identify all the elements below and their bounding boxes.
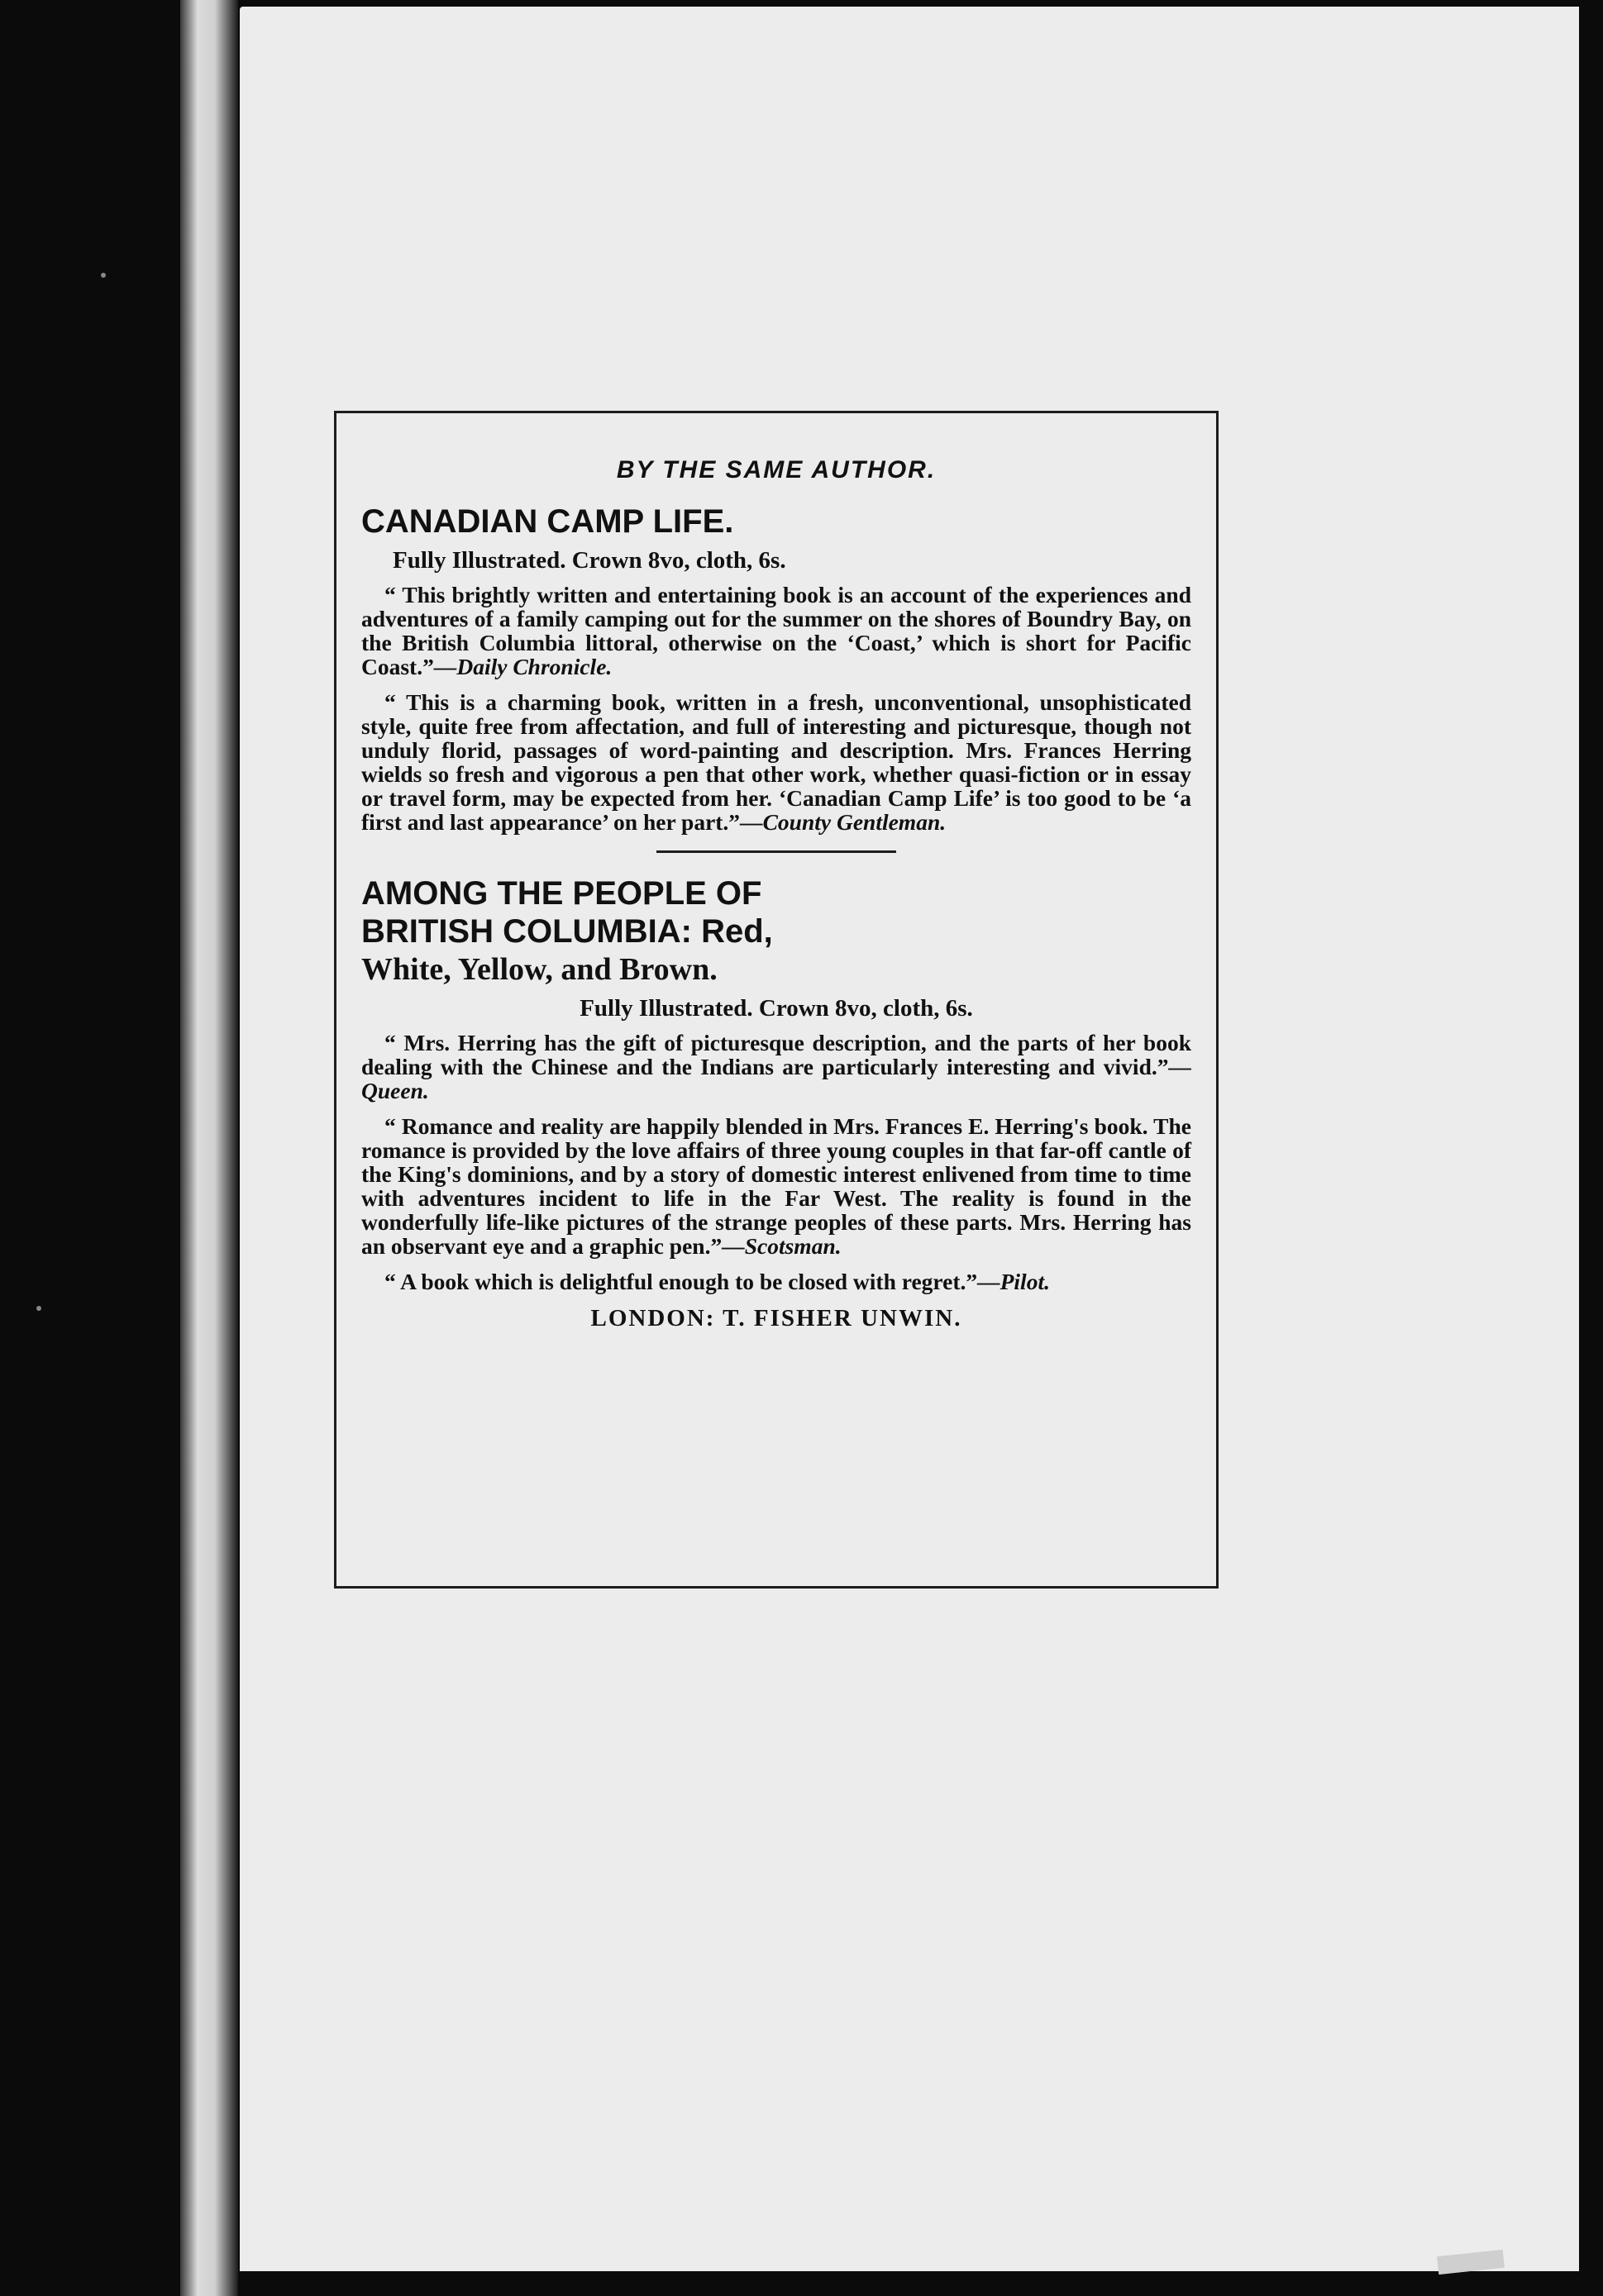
- section-header: BY THE SAME AUTHOR.: [616, 456, 937, 483]
- quote-text: “ This is a charming book, written in a fresh, unconventional, unsophisticated style, quite free from affectation, and full of interesting and picturesque, though not unduly florid, passages of word-painting and description. Mrs. Frances Herring wields so fresh and vigorous a pen that other work, whether quasi-fiction or in essay or travel form, may be expected from her. ‘Canadian Camp Life’ is too good to be ‘a first and last appearance’ on her part.”: [361, 689, 1191, 835]
- quote-source: —Queen.: [361, 1054, 1191, 1103]
- quote-source: —Daily Chronicle.: [433, 654, 613, 679]
- quote-source: —County Gentleman.: [740, 809, 947, 835]
- quote-text: “ This brightly written and entertaining book is an account of the experiences and adventures of a family camping out for the summer on the shores of Boundry Bay, on the British Columbia littoral, otherwise on the ‘Coast,’ which is short for Pacific Coast.”: [361, 582, 1191, 679]
- book-meta: Fully Illustrated. Crown 8vo, cloth, 6s.: [580, 995, 973, 1022]
- scan-speck: [36, 1306, 41, 1311]
- review-quote: [361, 1114, 1191, 1258]
- publisher-imprint: LONDON: T. FISHER UNWIN.: [590, 1305, 962, 1331]
- book-title-line: BRITISH COLUMBIA: Red,: [361, 913, 773, 950]
- scan-speck: [101, 273, 106, 278]
- book-title: CANADIAN CAMP LIFE.: [361, 503, 734, 540]
- book-title: [361, 874, 1191, 988]
- book-meta: Fully Illustrated. Crown 8vo, cloth, 6s.: [393, 547, 786, 574]
- review-quote: [361, 1269, 1191, 1293]
- quote-text: “ Romance and reality are happily blended in Mrs. Frances E. Herring's book. The romance is provided by the love affairs of three young couples in that far-off cantle of the King's dominions, and by a story of domestic interest enlivened from time to time with adventures incident to life in the Far West. The reality is found in the wonderfully life-like pictures of the strange peoples of these parts. Mrs. Herring has an observant eye and a graphic pen.”: [361, 1113, 1191, 1259]
- quote-source: —Scotsman.: [722, 1233, 842, 1259]
- review-quote: [361, 583, 1191, 679]
- book-title-line: AMONG THE PEOPLE OF: [361, 875, 762, 912]
- book-entry-canadian-camp-life: [361, 503, 1191, 834]
- advertisement-box: [334, 411, 1219, 1589]
- review-quote: [361, 690, 1191, 834]
- book-title-line: White, Yellow, and Brown.: [361, 952, 718, 987]
- quote-text: “ A book which is delightful enough to be closed with regret.”: [384, 1269, 978, 1294]
- quote-text: “ Mrs. Herring has the gift of picturesque description, and the parts of her book dealing with the Chinese and the Indians are particularly interesting and vivid.”: [361, 1030, 1191, 1079]
- book-entry-among-the-people: [361, 874, 1191, 1293]
- quote-source: —Pilot.: [977, 1269, 1050, 1294]
- divider-rule: [656, 850, 896, 853]
- scan-binding-edge: [180, 0, 238, 2296]
- review-quote: [361, 1031, 1191, 1103]
